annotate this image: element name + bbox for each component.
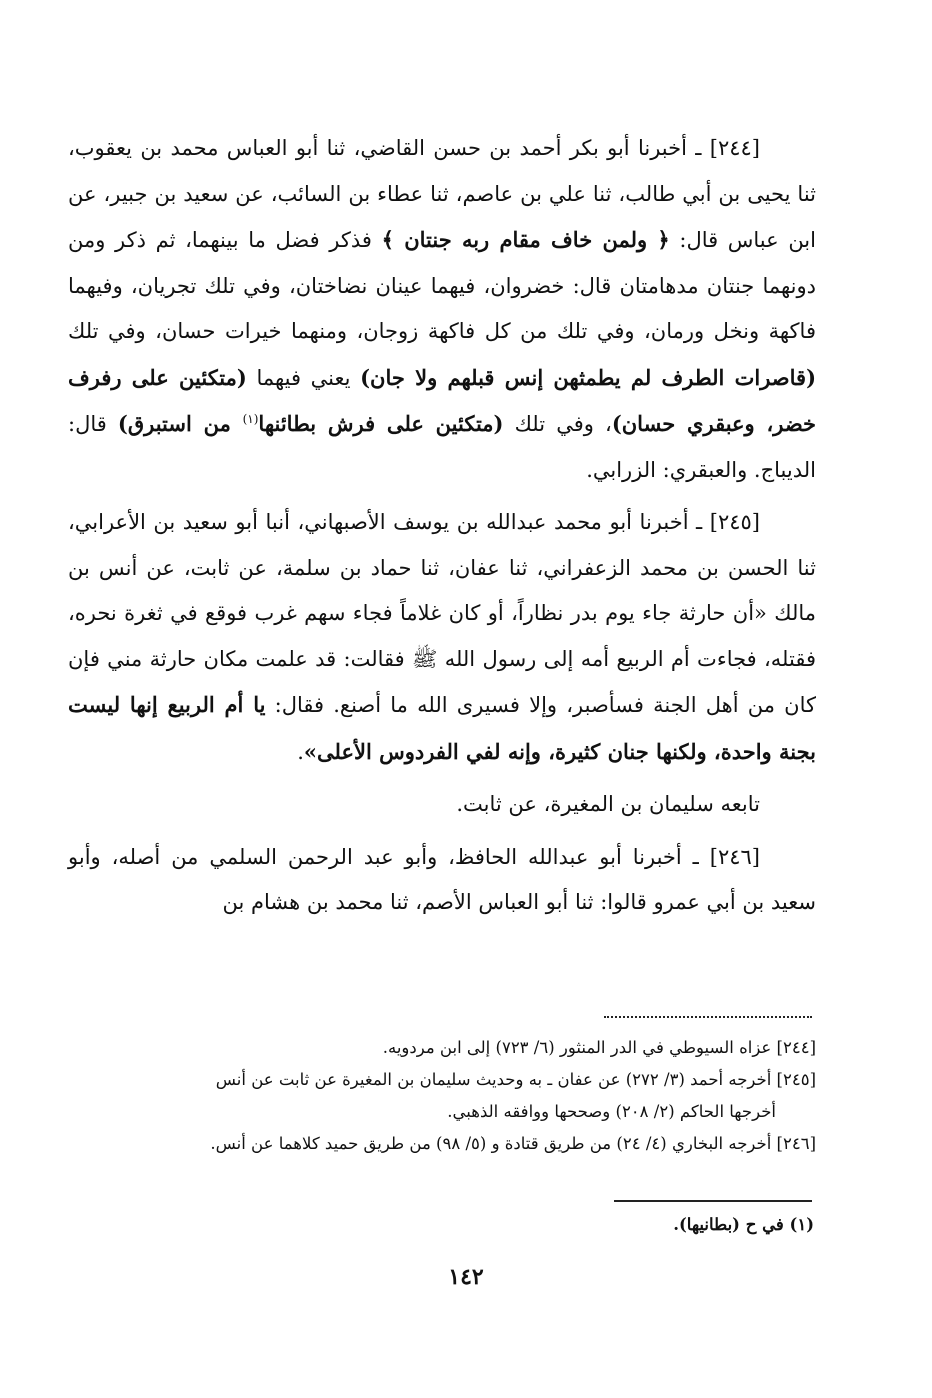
paragraph — [68, 126, 816, 493]
paragraph — [68, 835, 816, 926]
footnote: أخرجها الحاكم (٢/ ٢٠٨) وصححها ووافقه الذهبي. — [447, 1102, 776, 1121]
text-segment: [٢٤٤] ـ أخبرنا أبو بكر أحمد بن حسن القاضي، ثنا أبو العباس محمد بن يعقوب، ثنا يحيى بن أبي طالب، ثنا علي بن عاصم، ثنا عطاء بن السائب، عن سعيد بن جبير، عن ابن عباس قال: — [68, 136, 816, 252]
text-segment: [٢٤٥] ـ أخبرنا أبو محمد عبدالله بن يوسف الأصبهاني، أنبا أبو سعيد بن الأعرابي، ثنا الحسن بن محمد الزعفراني، ثنا عفان، ثنا حماد بن سلمة، عن ثابت، عن أنس بن مالك «أن حارثة جاء يوم بدر نظاراً، أو كان غلاماً فجاء سهم غرب فوقع في ثغرة نحره، فقتله، فجاءت أم الربيع أمه إلى رسول الله ﷺ فقالت: قد علمت مكان حارثة مني فإن كان من أهل الجنة فسأصبر، وإلا فسيرى الله ما أصنع. فقال: — [68, 510, 816, 717]
main-text — [68, 126, 816, 926]
quoted-text: من استبرق) — [117, 411, 243, 436]
footnote-separator-solid — [614, 1200, 812, 1202]
text-segment: فذكر فضل ما بينهما، ثم ذكر ومن دونهما جنتان مدهامتان قال: خضروان، فيهما عينان نضاختان، وفي تلك تجريان، وفيهما فاكهة ونخل ورمان، وفي تلك من كل فاكهة زوجان، ومنهما خيرات حسان، وفي تلك — [68, 228, 816, 343]
text-segment: قال: الديباج. والعبقري: الزرابي. — [68, 412, 816, 482]
text-segment: ، وفي تلك — [503, 412, 612, 436]
footnote-separator-dotted — [604, 1016, 812, 1018]
paragraph — [68, 500, 816, 775]
footnotes — [68, 1032, 816, 1160]
footnote: [٢٤٤] عزاه السيوطي في الدر المنثور (٦/ ٧٢٣) إلى ابن مردويه. — [382, 1038, 816, 1057]
paragraph — [68, 782, 816, 828]
page-number: ١٤٢ — [448, 1264, 484, 1290]
quoted-text: (متكئين على فرش بطائنها — [258, 411, 504, 436]
quoted-text: (قاصرات الطرف لم يطمثهن إنس قبلهم ولا جان) — [360, 364, 817, 390]
text-segment: تابعه سليمان بن المغيرة، عن ثابت. — [456, 792, 760, 816]
text-segment: . — [297, 739, 304, 764]
quoted-text: ﴿ ولمن خاف مقام ربه جنتان ﴾ — [381, 227, 670, 252]
editor-note: (١) في ح (بطانيها). — [673, 1215, 814, 1234]
footnote: [٢٤٦] أخرجه البخاري (٤/ ٢٤) من طريق قتادة و (٥/ ٩٨) من طريق حميد كلاهما عن أنس. — [210, 1134, 816, 1153]
quoted-text: (متكئين على رفرف خضر، وعبقري حسان) — [68, 364, 817, 436]
text-segment: [٢٤٦] ـ أخبرنا أبو عبدالله الحافظ، وأبو عبد الرحمن السلمي من أصله، وأبو سعيد بن أبي عمرو قالوا: ثنا أبو العباس الأصم، ثنا محمد بن هشام بن — [68, 844, 816, 914]
text-segment: يعني فيهما — [246, 365, 361, 390]
footnote: [٢٤٥] أخرجه أحمد (٣/ ٢٧٢) عن عفان ـ به وحديث سليمان بن المغيرة عن ثابت عن أنس — [215, 1070, 816, 1089]
quoted-text: يا أم الربيع إنها ليست بجنة واحدة، ولكنها جنان كثيرة، وإنه لفي الفردوس الأعلى» — [68, 692, 816, 764]
note-marker: (١) — [242, 412, 259, 426]
